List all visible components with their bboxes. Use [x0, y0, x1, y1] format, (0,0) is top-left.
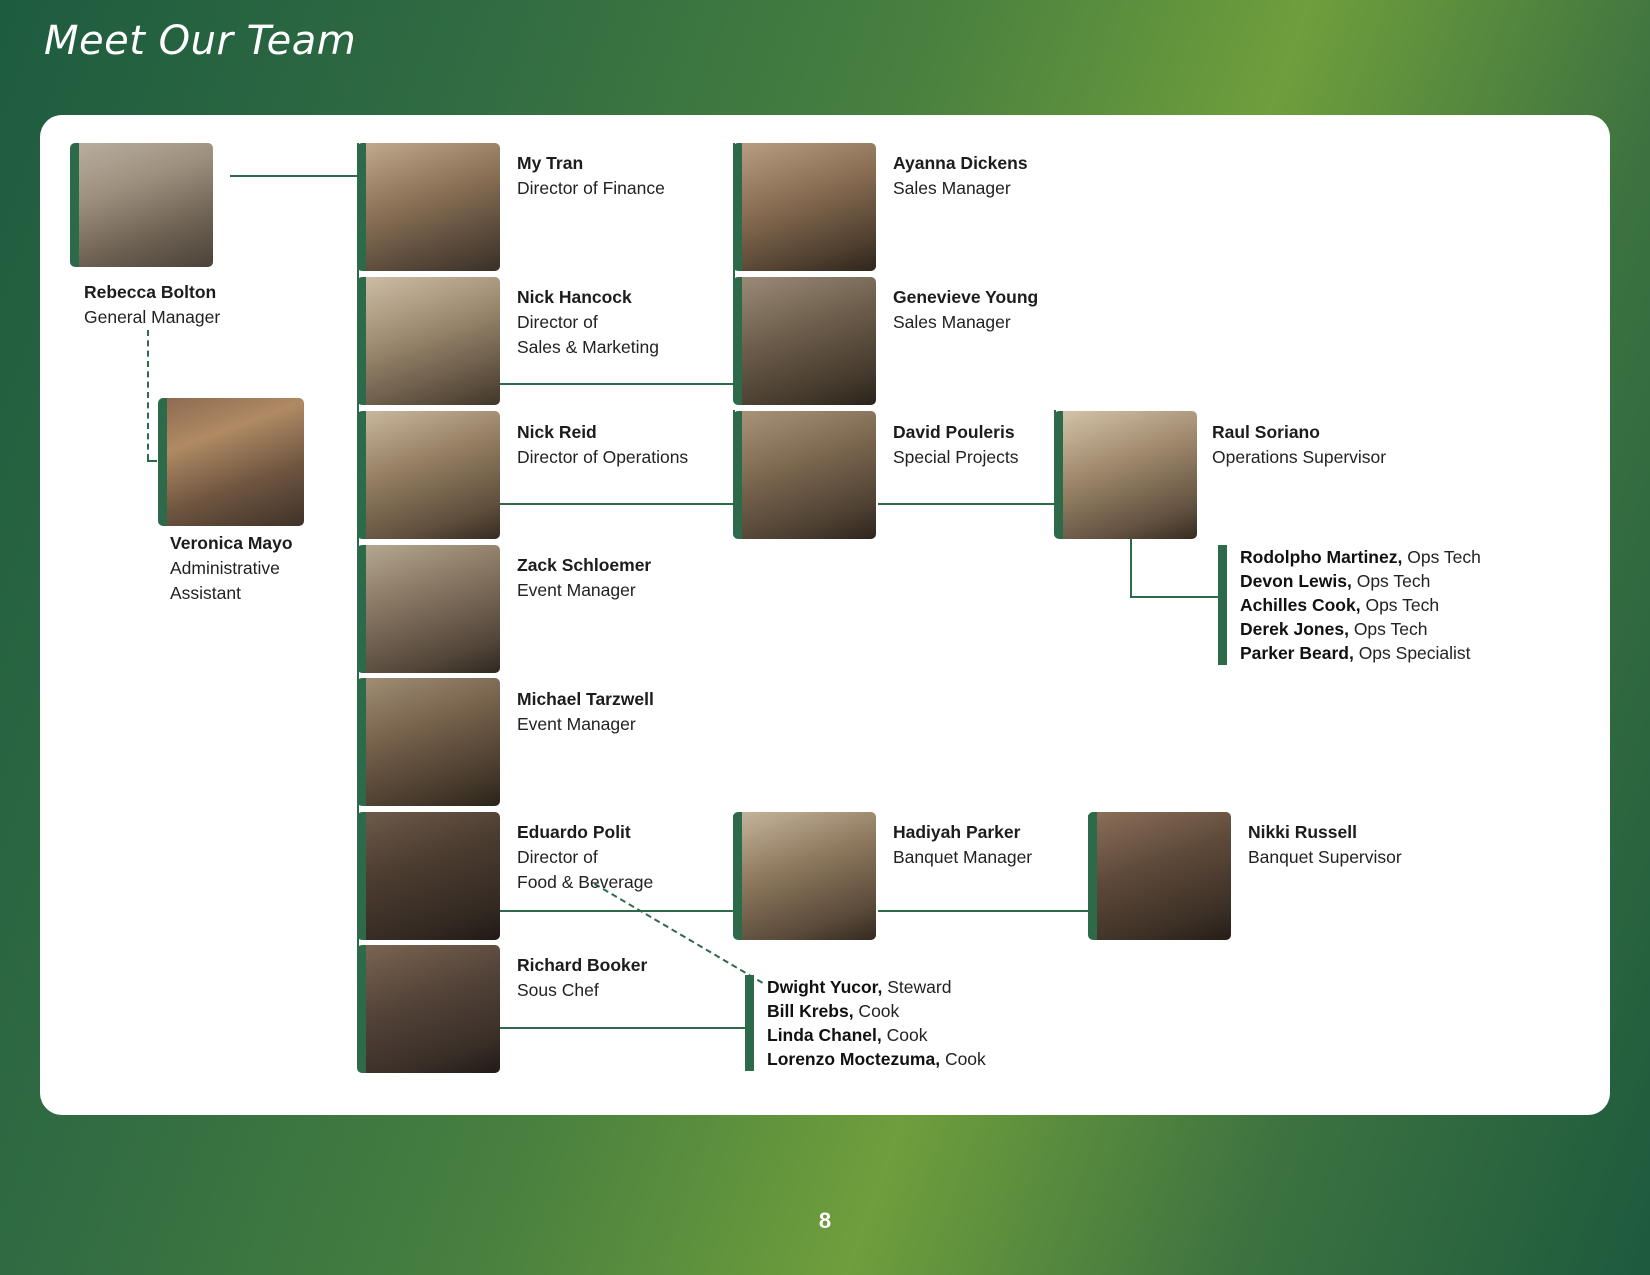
- avatar-raul-soriano: [1063, 411, 1197, 539]
- connector-reid-to-pouleris: [495, 503, 735, 505]
- avatar-zack-schloemer: [366, 545, 500, 673]
- ops-name-0: Rodolpho Martinez,: [1240, 547, 1403, 567]
- avatar-david-pouleris: [742, 411, 876, 539]
- role-eduardo-polit-line2: Food & Beverage: [517, 872, 654, 892]
- ops-name-2: Achilles Cook,: [1240, 595, 1361, 615]
- avatar-nikki-russell: [1097, 812, 1231, 940]
- role-raul-soriano: Operations Supervisor: [1212, 447, 1387, 467]
- avatar-my-tran: [366, 143, 500, 271]
- role-nick-reid: Director of Operations: [517, 447, 689, 467]
- photo-david-pouleris: [733, 411, 876, 539]
- role-nick-hancock-line1: Director of: [517, 312, 598, 332]
- name-eduardo-polit: Eduardo Polit: [517, 822, 631, 842]
- role-ayanna-dickens: Sales Manager: [893, 178, 1011, 198]
- ops-team-list: [1218, 545, 1481, 665]
- ops-role-3: Ops Tech: [1348, 619, 1428, 639]
- org-chart-card: [40, 115, 1610, 1115]
- kitchen-role-2: Cook: [881, 1025, 928, 1045]
- ops-role-1: Ops Tech: [1351, 571, 1431, 591]
- name-nick-reid: Nick Reid: [517, 422, 597, 442]
- avatar-veronica-mayo: [167, 398, 304, 526]
- list-item: [767, 975, 986, 999]
- ops-name-3: Derek Jones,: [1240, 619, 1349, 639]
- avatar-eduardo-polit: [366, 812, 500, 940]
- photo-eduardo-polit: [357, 812, 500, 940]
- connector-rebecca-to-spine: [230, 175, 368, 177]
- ops-name-4: Parker Beard,: [1240, 643, 1354, 663]
- photo-ayanna-dickens: [733, 143, 876, 271]
- connector-parker-to-russell: [878, 910, 1090, 912]
- kitchen-name-2: Linda Chanel,: [767, 1025, 882, 1045]
- role-veronica-mayo-line1: Administrative: [170, 558, 280, 578]
- photo-hadiyah-parker: [733, 812, 876, 940]
- label-michael-tarzwell: [517, 687, 767, 737]
- role-rebecca-bolton: General Manager: [84, 307, 221, 327]
- kitchen-role-0: Steward: [882, 977, 952, 997]
- role-nikki-russell: Banquet Supervisor: [1248, 847, 1402, 867]
- role-michael-tarzwell: Event Manager: [517, 714, 636, 734]
- photo-my-tran: [357, 143, 500, 271]
- label-genevieve-young: [893, 285, 1123, 335]
- kitchen-name-3: Lorenzo Moctezuma,: [767, 1049, 941, 1069]
- list-item: [1240, 569, 1481, 593]
- role-veronica-mayo-line2: Assistant: [170, 583, 241, 603]
- photo-richard-booker: [357, 945, 500, 1073]
- connector-soriano-to-ops-vertical: [1130, 535, 1132, 598]
- kitchen-name-1: Bill Krebs,: [767, 1001, 854, 1021]
- list-item: [767, 1023, 986, 1047]
- name-ayanna-dickens: Ayanna Dickens: [893, 153, 1028, 173]
- name-michael-tarzwell: Michael Tarzwell: [517, 689, 654, 709]
- connector-hancock-to-sales: [495, 383, 735, 385]
- label-zack-schloemer: [517, 553, 767, 603]
- connector-rebecca-veronica-vertical: [147, 330, 149, 460]
- name-veronica-mayo: Veronica Mayo: [170, 533, 293, 553]
- name-richard-booker: Richard Booker: [517, 955, 648, 975]
- name-genevieve-young: Genevieve Young: [893, 287, 1039, 307]
- ops-role-0: Ops Tech: [1402, 547, 1481, 567]
- kitchen-name-0: Dwight Yucor,: [767, 977, 883, 997]
- role-david-pouleris: Special Projects: [893, 447, 1019, 467]
- name-my-tran: My Tran: [517, 153, 584, 173]
- name-zack-schloemer: Zack Schloemer: [517, 555, 652, 575]
- label-nick-hancock: [517, 285, 757, 360]
- role-nick-hancock-line2: Sales & Marketing: [517, 337, 660, 357]
- connector-rebecca-veronica-horizontal: [147, 460, 157, 462]
- avatar-richard-booker: [366, 945, 500, 1073]
- list-item: [767, 1047, 986, 1071]
- role-my-tran: Director of Finance: [517, 178, 665, 198]
- role-richard-booker: Sous Chef: [517, 980, 599, 1000]
- label-ayanna-dickens: [893, 151, 1123, 201]
- role-hadiyah-parker: Banquet Manager: [893, 847, 1033, 867]
- photo-michael-tarzwell: [357, 678, 500, 806]
- name-nick-hancock: Nick Hancock: [517, 287, 632, 307]
- kitchen-role-3: Cook: [940, 1049, 986, 1069]
- label-nikki-russell: [1248, 820, 1488, 870]
- list-item: [1240, 617, 1481, 641]
- photo-zack-schloemer: [357, 545, 500, 673]
- role-eduardo-polit-line1: Director of: [517, 847, 598, 867]
- name-david-pouleris: David Pouleris: [893, 422, 1015, 442]
- page-number: 8: [818, 1208, 832, 1233]
- name-hadiyah-parker: Hadiyah Parker: [893, 822, 1021, 842]
- avatar-rebecca-bolton: [79, 143, 213, 267]
- role-zack-schloemer: Event Manager: [517, 580, 636, 600]
- name-nikki-russell: Nikki Russell: [1248, 822, 1357, 842]
- avatar-genevieve-young: [742, 277, 876, 405]
- connector-soriano-to-ops-horizontal: [1130, 596, 1218, 598]
- label-my-tran: [517, 151, 747, 201]
- kitchen-role-1: Cook: [853, 1001, 900, 1021]
- avatar-hadiyah-parker: [742, 812, 876, 940]
- label-raul-soriano: [1212, 420, 1492, 470]
- avatar-michael-tarzwell: [366, 678, 500, 806]
- role-genevieve-young: Sales Manager: [893, 312, 1011, 332]
- photo-genevieve-young: [733, 277, 876, 405]
- ops-name-1: Devon Lewis,: [1240, 571, 1352, 591]
- avatar-ayanna-dickens: [742, 143, 876, 271]
- name-rebecca-bolton: Rebecca Bolton: [84, 282, 217, 302]
- photo-nick-reid: [357, 411, 500, 539]
- photo-raul-soriano: [1054, 411, 1197, 539]
- list-item: [1240, 593, 1481, 617]
- connector-polit-to-parker: [495, 910, 735, 912]
- photo-nikki-russell: [1088, 812, 1231, 940]
- photo-rebecca-bolton: [70, 143, 213, 267]
- label-rebecca-bolton: [84, 280, 334, 330]
- connector-booker-to-kitchen: [495, 1027, 745, 1029]
- list-item: [767, 999, 986, 1023]
- ops-role-4: Ops Specialist: [1353, 643, 1471, 663]
- label-richard-booker: [517, 953, 747, 1003]
- page-title: Meet Our Team: [44, 18, 357, 64]
- photo-nick-hancock: [357, 277, 500, 405]
- kitchen-team-list: [745, 975, 986, 1071]
- list-item: [1240, 545, 1481, 569]
- label-nick-reid: [517, 420, 767, 470]
- photo-veronica-mayo: [158, 398, 304, 526]
- avatar-nick-reid: [366, 411, 500, 539]
- avatar-nick-hancock: [366, 277, 500, 405]
- connector-pouleris-to-soriano: [878, 503, 1056, 505]
- label-eduardo-polit: [517, 820, 757, 895]
- list-item: [1240, 641, 1481, 665]
- name-raul-soriano: Raul Soriano: [1212, 422, 1320, 442]
- ops-role-2: Ops Tech: [1360, 595, 1440, 615]
